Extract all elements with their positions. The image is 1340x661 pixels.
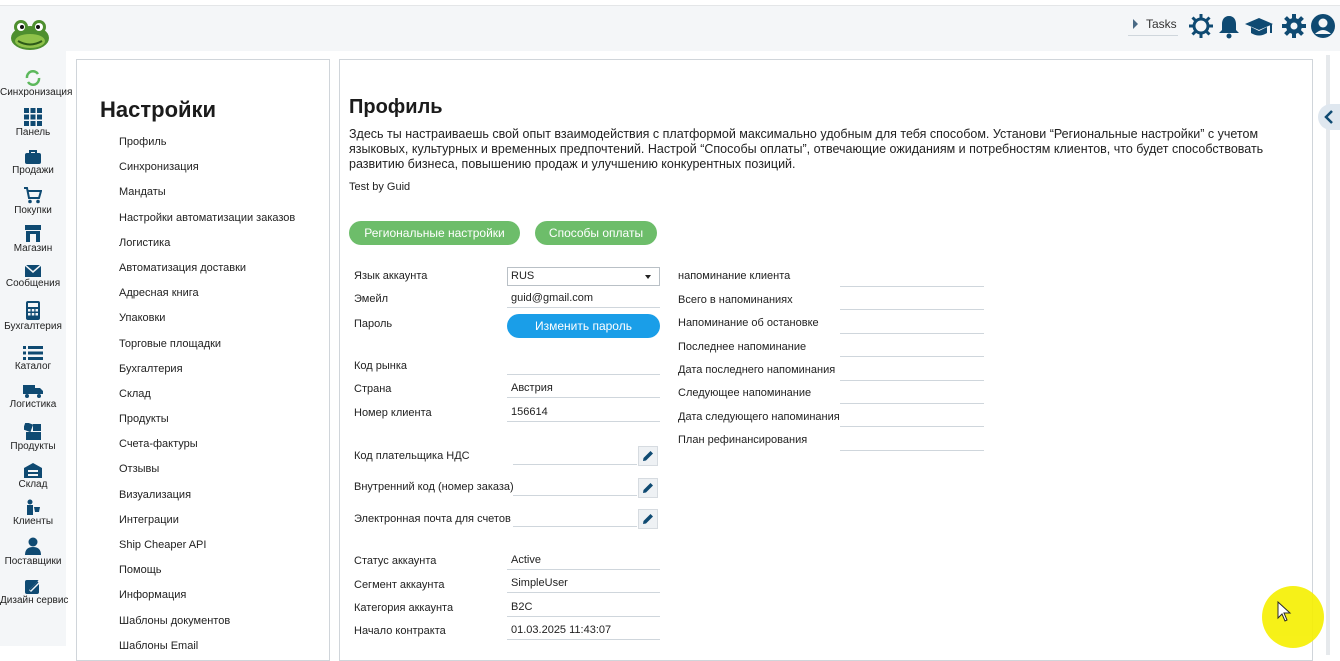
- graduation-cap-icon[interactable]: [1244, 13, 1274, 39]
- page-scrollbar[interactable]: [1326, 55, 1330, 655]
- account-segment-label: Сегмент аккаунта: [354, 579, 445, 591]
- country-label: Страна: [354, 383, 392, 395]
- design-icon: [25, 578, 41, 594]
- settings-item-address-book[interactable]: Адресная книга: [119, 287, 199, 300]
- settings-item-logistics[interactable]: Логистика: [119, 236, 171, 249]
- supplier-icon: [24, 537, 42, 555]
- nav-label: Панель: [15, 127, 51, 138]
- contract-start-label: Начало контракта: [354, 625, 446, 637]
- settings-item-packaging[interactable]: Упаковки: [119, 312, 166, 325]
- settings-panel: [76, 59, 330, 661]
- truck-icon: [23, 385, 43, 398]
- nav-item-sync[interactable]: [0, 70, 73, 98]
- settings-title: Настройки: [100, 97, 217, 122]
- nav-label: Продукты: [10, 441, 56, 452]
- settings-item-warehouse[interactable]: Склад: [119, 387, 151, 400]
- pencil-icon: [642, 482, 654, 494]
- settings-item-reviews[interactable]: Отзывы: [119, 463, 160, 476]
- next-reminder-date-label: Дата следующего напоминания: [678, 411, 840, 423]
- email-label: Эмейл: [354, 293, 389, 305]
- settings-item-profile[interactable]: Профиль: [119, 136, 167, 148]
- settings-item-products[interactable]: Продукты: [119, 413, 169, 426]
- tasks-label: Tasks: [1146, 17, 1177, 31]
- next-reminder-label: Следующее напоминание: [678, 387, 812, 399]
- settings-item-invoices[interactable]: Счета-фактуры: [119, 438, 198, 451]
- nav-label: Продажи: [12, 165, 54, 176]
- client-number-label: Номер клиента: [354, 407, 432, 419]
- email-field[interactable]: guid@gmail.com: [507, 290, 660, 308]
- language-value: RUS: [511, 270, 535, 282]
- vat-code-label: Код плательщика НДС: [354, 450, 470, 462]
- envelope-icon: [25, 265, 41, 277]
- password-label: Пароль: [354, 318, 393, 330]
- nav-item-messages[interactable]: [0, 265, 66, 289]
- stop-reminder-field: [840, 333, 984, 334]
- last-reminder-label: Последнее напоминание: [678, 341, 807, 353]
- invoice-email-label: Электронная почта для счетов: [354, 513, 511, 525]
- caret-right-icon: [1133, 19, 1138, 29]
- cursor-highlight: [1262, 586, 1324, 648]
- chevron-down-icon: [645, 275, 651, 279]
- profile-panel: [339, 59, 1313, 661]
- settings-item-sync[interactable]: Синхронизация: [119, 161, 199, 174]
- last-reminder-date-field: [840, 380, 984, 381]
- sync-icon: [24, 70, 42, 86]
- list-icon: [23, 346, 43, 360]
- settings-item-marketplaces[interactable]: Торговые площадки: [119, 337, 222, 350]
- warehouse-icon: [24, 463, 42, 478]
- nav-label: Клиенты: [12, 516, 54, 527]
- nav-item-warehouse[interactable]: [0, 463, 66, 490]
- store-icon: [24, 225, 42, 242]
- nav-label: Покупки: [14, 205, 52, 216]
- next-reminder-field: [840, 403, 984, 404]
- country-field[interactable]: Австрия: [507, 380, 660, 398]
- invoice-email-field[interactable]: [513, 526, 637, 527]
- clients-icon: [25, 499, 41, 515]
- settings-item-email-templates[interactable]: Шаблоны Email: [119, 639, 199, 652]
- nav-label: Магазин: [13, 243, 53, 254]
- nav-label: Логистика: [9, 399, 57, 410]
- client-number-field[interactable]: 156614: [507, 404, 660, 422]
- pencil-icon: [642, 450, 654, 462]
- nav-label: Сообщения: [5, 278, 61, 289]
- refinancing-plan-field: [840, 450, 984, 451]
- frog-logo-icon[interactable]: [10, 16, 50, 52]
- last-reminder-field: [840, 356, 984, 357]
- nav-label: Дизайн сервис: [0, 595, 69, 606]
- last-reminder-date-label: Дата последнего напоминания: [678, 364, 836, 376]
- settings-item-accounting[interactable]: Бухгалтерия: [119, 362, 183, 375]
- nav-item-catalog[interactable]: [0, 346, 66, 372]
- reminders-total-field: [840, 309, 984, 310]
- internal-code-edit-button[interactable]: [638, 478, 658, 498]
- collapse-panel-button[interactable]: [1318, 104, 1340, 130]
- account-status-value: Active: [507, 552, 660, 570]
- language-select[interactable]: [507, 267, 660, 286]
- nav-item-clients[interactable]: [0, 499, 66, 527]
- tab-payment-methods[interactable]: Способы оплаты: [535, 221, 657, 245]
- settings-item-help[interactable]: Помощь: [119, 564, 162, 577]
- vat-code-field[interactable]: [513, 464, 637, 465]
- page-title: Профиль: [349, 96, 443, 118]
- nav-item-dashboard[interactable]: [0, 108, 66, 138]
- nav-label: Поставщики: [4, 556, 62, 567]
- nav-item-design-service[interactable]: [0, 578, 69, 606]
- account-category-value: B2C: [507, 599, 660, 617]
- nav-label: Синхронизация: [0, 87, 73, 98]
- sales-bag-icon: [25, 149, 41, 164]
- nav-item-store[interactable]: [0, 225, 66, 254]
- nav-item-suppliers[interactable]: [0, 537, 66, 567]
- nav-label: Склад: [18, 479, 48, 490]
- settings-menu: [119, 136, 295, 661]
- gear-icon[interactable]: [1281, 13, 1307, 39]
- settings-item-order-automation[interactable]: Настройки автоматизации заказов: [119, 211, 296, 224]
- account-status-label: Статус аккаунта: [354, 555, 437, 567]
- nav-label: Бухгалтерия: [4, 321, 62, 332]
- chevron-left-icon: [1318, 104, 1340, 130]
- reminder-client-label: напоминание клиента: [678, 270, 791, 282]
- stop-reminder-label: Напоминание об остановке: [678, 317, 819, 329]
- settings-item-document-templates[interactable]: Шаблоны документов: [119, 614, 231, 627]
- settings-item-visualization[interactable]: Визуализация: [119, 488, 192, 501]
- change-password-button[interactable]: Изменить пароль: [507, 314, 660, 338]
- tasks-toggle[interactable]: [1128, 17, 1178, 36]
- nav-item-accounting[interactable]: [0, 301, 66, 332]
- market-code-field[interactable]: [507, 357, 660, 375]
- nav-item-purchases[interactable]: [0, 187, 66, 216]
- reminders-total-label: Всего в напоминаниях: [678, 294, 793, 306]
- profile-note: Test by Guid: [349, 181, 411, 193]
- nav-label: Каталог: [14, 361, 52, 372]
- internal-code-label: Внутренний код (номер заказа): [354, 481, 514, 493]
- nav-item-logistics[interactable]: [0, 385, 66, 410]
- market-code-label: Код рынка: [354, 360, 408, 372]
- next-reminder-date-field: [840, 426, 984, 427]
- tab-regional-settings[interactable]: Региональные настройки: [349, 221, 520, 245]
- nav-item-products[interactable]: [0, 423, 66, 452]
- nav-item-sales[interactable]: [0, 149, 66, 176]
- settings-item-integrations[interactable]: Интеграции: [119, 513, 179, 526]
- calculator-icon: [26, 301, 40, 320]
- account-category-label: Категория аккаунта: [354, 602, 454, 614]
- user-avatar-icon[interactable]: [1310, 13, 1336, 39]
- bell-icon[interactable]: [1216, 13, 1242, 39]
- internal-code-field[interactable]: [513, 495, 637, 496]
- products-icon: [24, 423, 42, 440]
- dashboard-grid-icon: [24, 108, 42, 126]
- sun-icon[interactable]: [1188, 13, 1214, 39]
- language-label: Язык аккаунта: [354, 270, 428, 282]
- refinancing-plan-label: План рефинансирования: [678, 434, 808, 446]
- profile-description: Здесь ты настраиваешь свой опыт взаимодействия с платформой максимально удобным для тебя способом. Установи “Региональные настройки” с учетом языковых, культурных и временных предпочтений. Настрой “Способы оплаты”, отвечающие ожиданиям и потребностям клиентов, что будет способствовать развитию бизнеса, повышению продаж и улучшению конкурентных позиций.: [349, 127, 1264, 171]
- account-segment-value: SimpleUser: [507, 575, 660, 593]
- invoice-email-edit-button[interactable]: [638, 509, 658, 529]
- settings-item-delivery-automation[interactable]: Автоматизация доставки: [119, 261, 247, 274]
- settings-item-ship-cheaper-api[interactable]: Ship Cheaper API: [119, 539, 207, 551]
- vat-edit-button[interactable]: [638, 446, 658, 466]
- mouse-pointer-icon: [1262, 586, 1324, 648]
- settings-item-info[interactable]: Информация: [119, 589, 187, 602]
- pencil-icon: [642, 513, 654, 525]
- reminder-client-field: [840, 286, 984, 287]
- cart-icon: [24, 187, 42, 204]
- settings-item-mandates[interactable]: Мандаты: [119, 186, 166, 199]
- contract-start-value: 01.03.2025 11:43:07: [507, 622, 660, 640]
